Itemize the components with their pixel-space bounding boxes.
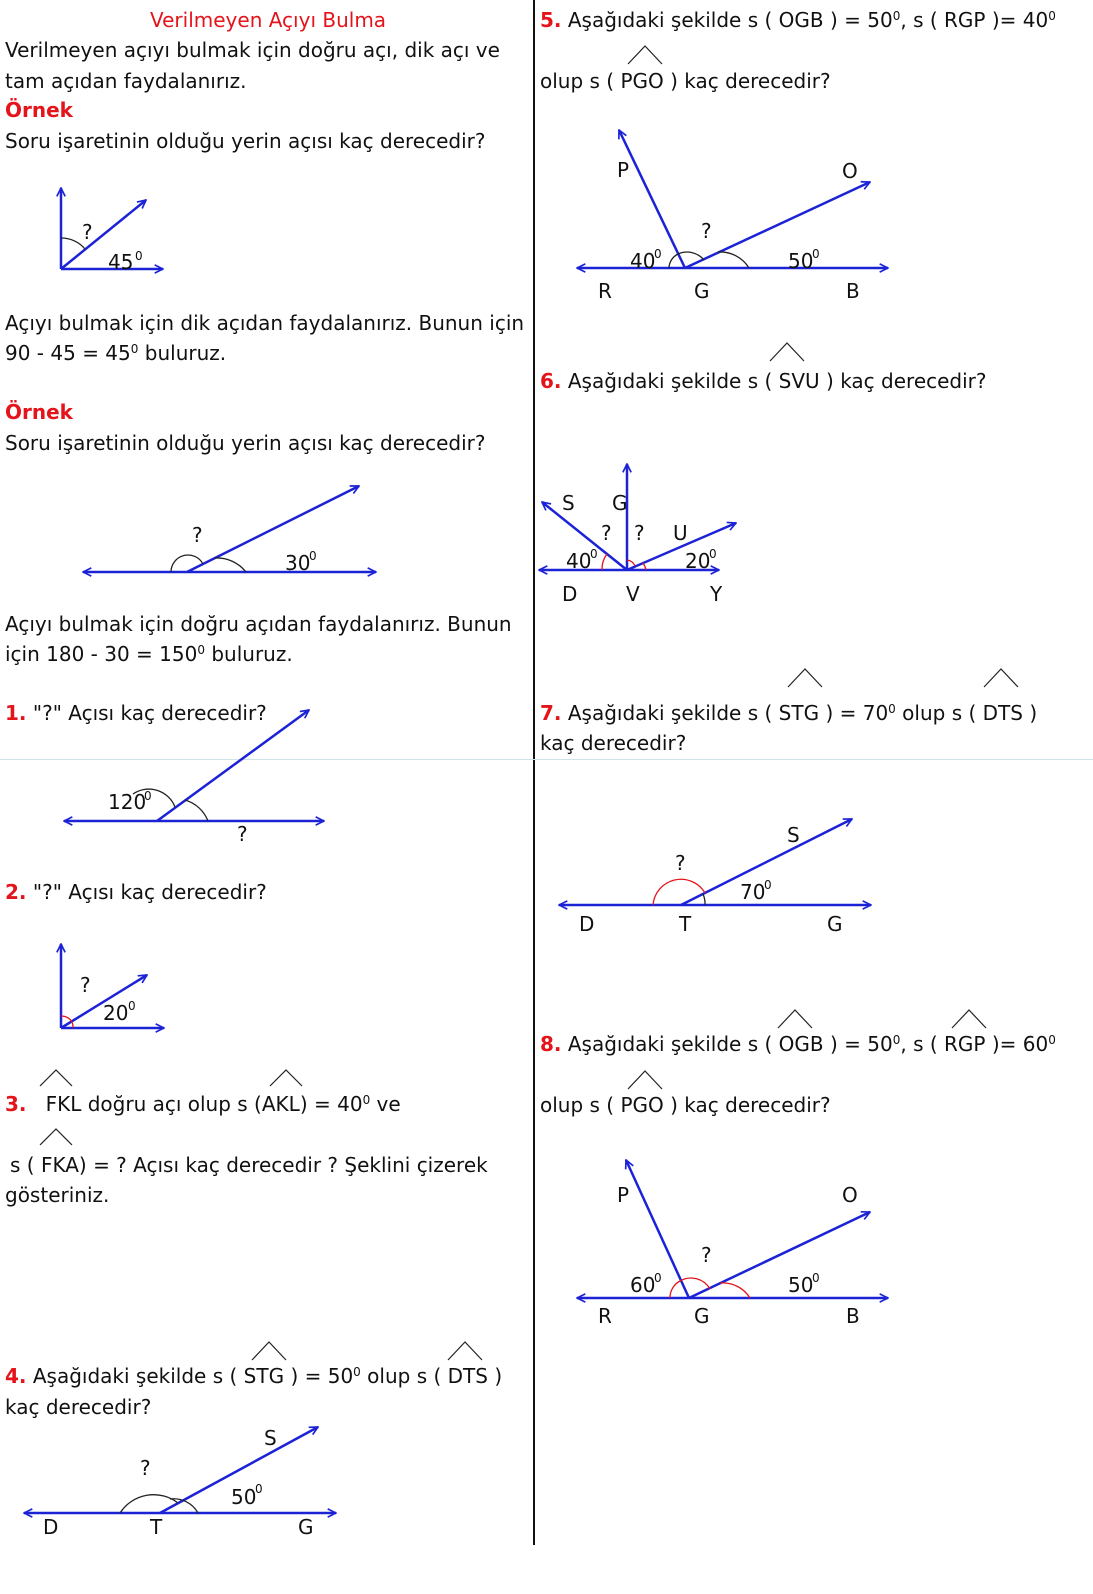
q4-stg-hat bbox=[250, 1340, 290, 1362]
q5-label-p: P bbox=[617, 158, 630, 182]
q1-angle: 120 bbox=[108, 790, 147, 814]
q5-pgo-hat bbox=[626, 44, 666, 66]
q5-label-g: G bbox=[694, 279, 710, 303]
svg-text:0: 0 bbox=[144, 789, 152, 803]
q7-label-d: D bbox=[579, 912, 595, 936]
q5-label-r: R bbox=[598, 279, 612, 303]
q6-label-s: S bbox=[562, 491, 575, 515]
example2-explain-2: için $180 - 30 = 150^0$ buluruz. bbox=[5, 642, 293, 666]
q4-label-d: D bbox=[43, 1515, 59, 1539]
q8-ogb-hat bbox=[776, 1008, 816, 1030]
q4-angle: 50 bbox=[231, 1485, 257, 1509]
example2-angle: 30 bbox=[285, 551, 311, 575]
q8-unknown: ? bbox=[701, 1243, 712, 1267]
q7-label-s: S bbox=[787, 823, 800, 847]
svg-text:0: 0 bbox=[812, 1271, 820, 1285]
intro-line-2: tam açıdan faydalanırız. bbox=[5, 69, 247, 93]
q5-line-1: 5. Aşağıdaki şekilde s ( OGB ) = $50^0$, s ( RGP )= $40^0$ bbox=[540, 8, 1056, 32]
q6-label-y: Y bbox=[710, 582, 723, 606]
q5-label-o: O bbox=[842, 159, 858, 183]
q8-diagram bbox=[570, 1150, 910, 1340]
q6-label-d: D bbox=[562, 582, 578, 606]
q6-svu-hat bbox=[768, 341, 808, 363]
q3-akl-hat bbox=[268, 1068, 308, 1088]
q1-text: 1. "?" Açısı kaç derecedir? bbox=[5, 701, 267, 725]
example2-unknown: ? bbox=[192, 523, 203, 547]
q5-label-b: B bbox=[846, 279, 860, 303]
q3-fka-hat bbox=[38, 1127, 78, 1147]
q4-label-s: S bbox=[264, 1426, 277, 1450]
example1-unknown: ? bbox=[82, 220, 93, 244]
q5-unknown: ? bbox=[701, 219, 712, 243]
q7-dts-hat bbox=[982, 667, 1022, 689]
q8-label-o: O bbox=[842, 1183, 858, 1207]
q3-line-1: 3. FKL doğru açı olup s $(AKL) = 40^0$ ve bbox=[5, 1092, 401, 1116]
example1-explain-2: $90 - 45 = 45^0$ buluruz. bbox=[5, 341, 227, 365]
example2-question: Soru işaretinin olduğu yerin açısı kaç derecedir? bbox=[5, 431, 486, 455]
q3-line-2: s ( FKA) = ? Açısı kaç derecedir ? Şeklini çizerek bbox=[10, 1153, 488, 1177]
svg-text:0: 0 bbox=[654, 247, 662, 261]
q7-label-t: T bbox=[679, 912, 692, 936]
svg-text:0: 0 bbox=[764, 878, 772, 892]
q5-angle-right: 50 bbox=[788, 249, 814, 273]
q2-angle: 20 bbox=[103, 1001, 129, 1025]
q6-angle-left: 40 bbox=[566, 549, 592, 573]
q4-line-2: kaç derecedir? bbox=[5, 1395, 152, 1419]
q8-pgo-hat bbox=[626, 1069, 666, 1091]
example-question: Soru işaretinin olduğu yerin açısı kaç derecedir? bbox=[5, 129, 486, 153]
svg-text:0: 0 bbox=[309, 549, 317, 563]
q6-line-1: 6. Aşağıdaki şekilde s ( SVU ) kaç derecedir? bbox=[540, 369, 987, 393]
q8-label-g: G bbox=[694, 1304, 710, 1328]
svg-text:0: 0 bbox=[654, 1271, 662, 1285]
q7-label-g: G bbox=[827, 912, 843, 936]
q7-line-1: 7. Aşağıdaki şekilde s ( STG ) = $70^0$ olup s ( DTS ) bbox=[540, 701, 1038, 725]
q2-text: 2. "?" Açısı kaç derecedir? bbox=[5, 880, 267, 904]
q5-line-2: olup s ( PGO ) kaç derecedir? bbox=[540, 69, 831, 93]
q8-line-1: 8. Aşağıdaki şekilde s ( OGB ) = $50^0$, s ( RGP )= $60^0$ bbox=[540, 1032, 1056, 1056]
example-label: Örnek bbox=[5, 98, 73, 122]
q2-unknown: ? bbox=[80, 973, 91, 997]
q4-line-1: 4. Aşağıdaki şekilde s ( STG ) = $50^0$ olup s ( DTS ) bbox=[5, 1364, 503, 1388]
q1-diagram bbox=[60, 700, 360, 850]
q7-angle: 70 bbox=[740, 880, 766, 904]
q6-diagram bbox=[535, 460, 755, 610]
example2-explain-1: Açıyı bulmak için doğru açıdan faydalanırız. Bunun bbox=[5, 612, 512, 636]
example2-diagram bbox=[80, 480, 400, 590]
q8-label-r: R bbox=[598, 1304, 612, 1328]
q7-unknown: ? bbox=[675, 851, 686, 875]
q7-stg-hat bbox=[786, 667, 826, 689]
example1-explain-1: Açıyı bulmak için dik açıdan faydalanırız. Bunun için bbox=[5, 311, 525, 335]
svg-text:0: 0 bbox=[709, 547, 717, 561]
q5-angle-left: 40 bbox=[630, 249, 656, 273]
q6-label-g: G bbox=[612, 491, 628, 515]
q5-diagram bbox=[570, 120, 910, 310]
q2-diagram bbox=[40, 940, 240, 1050]
q3-fkl-hat bbox=[38, 1068, 78, 1088]
q6-angle-right: 20 bbox=[685, 549, 711, 573]
svg-text:0: 0 bbox=[128, 999, 136, 1013]
q4-label-t: T bbox=[150, 1515, 163, 1539]
example1-diagram bbox=[40, 180, 240, 300]
example1-degree: 0 bbox=[135, 249, 143, 263]
q8-angle-left: 60 bbox=[630, 1273, 656, 1297]
q6-unknown-right: ? bbox=[634, 521, 645, 545]
q7-diagram bbox=[555, 810, 885, 940]
q6-label-v: V bbox=[626, 582, 640, 606]
q8-rgp-hat bbox=[950, 1008, 990, 1030]
column-divider bbox=[533, 0, 535, 1545]
example1-angle: 45 bbox=[108, 250, 134, 274]
q1-unknown: ? bbox=[237, 822, 248, 846]
q6-unknown-left: ? bbox=[601, 521, 612, 545]
q3-line-3: gösteriniz. bbox=[5, 1183, 110, 1207]
q4-label-g: G bbox=[298, 1515, 314, 1539]
q8-angle-right: 50 bbox=[788, 1273, 814, 1297]
q6-label-u: U bbox=[673, 521, 688, 545]
q8-label-b: B bbox=[846, 1304, 860, 1328]
svg-text:0: 0 bbox=[255, 1482, 263, 1496]
svg-text:0: 0 bbox=[590, 547, 598, 561]
q4-diagram bbox=[20, 1415, 360, 1545]
page-title: Verilmeyen Açıyı Bulma bbox=[150, 8, 387, 32]
q4-dts-hat bbox=[446, 1340, 486, 1362]
q8-label-p: P bbox=[617, 1183, 630, 1207]
example2-label: Örnek bbox=[5, 400, 73, 424]
q8-line-2: olup s ( PGO ) kaç derecedir? bbox=[540, 1093, 831, 1117]
svg-text:0: 0 bbox=[812, 247, 820, 261]
intro-line-1: Verilmeyen açıyı bulmak için doğru açı, dik açı ve bbox=[5, 38, 500, 62]
q7-line-2: kaç derecedir? bbox=[540, 731, 687, 755]
q4-unknown: ? bbox=[140, 1456, 151, 1480]
